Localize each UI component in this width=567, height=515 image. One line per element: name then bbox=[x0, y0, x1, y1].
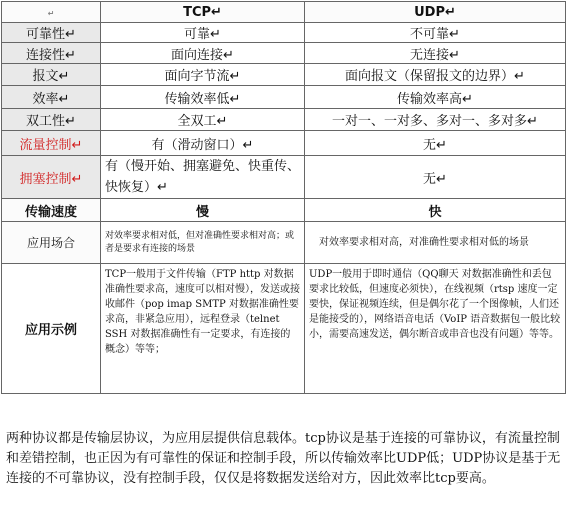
udp-cell: 面向报文（保留报文的边界）↵ bbox=[305, 64, 566, 86]
row-label: 双工性↵ bbox=[2, 109, 101, 131]
udp-cell: 不可靠↵ bbox=[305, 23, 566, 43]
udp-cell: 快 bbox=[305, 199, 566, 222]
table-row bbox=[2, 264, 566, 394]
table-row bbox=[2, 109, 566, 131]
tcp-cell: 传输效率低↵ bbox=[101, 86, 305, 109]
tcp-cell: 有（慢开始、拥塞避免、快重传、快恢复）↵ bbox=[101, 156, 305, 199]
corner-cell bbox=[2, 2, 101, 23]
row-label: 报文↵ bbox=[2, 64, 101, 86]
udp-cell: 传输效率高↵ bbox=[305, 86, 566, 109]
udp-cell: UDP一般用于即时通信（QQ聊天 对数据准确性和丢包要求比较低，但速度必须快），在线视频（rtsp 速度一定要快，保证视频连续，但是偶尔花了一个图像帧，人们还是能接受的），网络语音电话（VoIP 语音数据包一般比较小，需要高速发送，偶尔断音或串音也没有问题）等等。 bbox=[305, 264, 566, 394]
tcp-cell: 有（滑动窗口）↵ bbox=[101, 131, 305, 156]
comparison-table bbox=[1, 1, 566, 394]
table-row bbox=[2, 222, 566, 264]
udp-cell: 对效率要求相对高，对准确性要求相对低的场景 bbox=[305, 222, 566, 264]
row-label: 可靠性↵ bbox=[2, 23, 101, 43]
row-label: 效率↵ bbox=[2, 86, 101, 109]
table-row bbox=[2, 131, 566, 156]
row-label: 应用示例 bbox=[2, 264, 101, 394]
row-label: 拥塞控制↵ bbox=[2, 156, 101, 199]
tcp-cell: TCP一般用于文件传输（FTP http 对数据准确性要求高，速度可以相对慢），发送或接收邮件（pop imap SMTP 对数据准确性要求高，非紧急应用），远程登录（telnet SSH 对数据准确性有一定要求，有连接的概念）等等； bbox=[101, 264, 305, 394]
table-row bbox=[2, 23, 566, 43]
summary-paragraph: 两种协议都是传输层协议，为应用层提供信息载体。tcp协议是基于连接的可靠协议，有流量控制和差错控制，也正因为有可靠性的保证和控制手段，所以传输效率比UDP低；UDP协议是基于无连接的不可靠协议，没有控制手段，仅仅是将数据发送给对方，因此效率比tcp要高。 bbox=[6, 431, 561, 486]
header-udp: UDP↵ bbox=[305, 2, 566, 23]
table-row bbox=[2, 43, 566, 64]
table-row bbox=[2, 64, 566, 86]
header-row bbox=[2, 2, 566, 23]
table-row bbox=[2, 199, 566, 222]
header-tcp: TCP↵ bbox=[101, 2, 305, 23]
udp-cell: 无↵ bbox=[305, 156, 566, 199]
tcp-cell: 面向连接↵ bbox=[101, 43, 305, 64]
row-label: 连接性↵ bbox=[2, 43, 101, 64]
table-row bbox=[2, 156, 566, 199]
tcp-cell: 慢 bbox=[101, 199, 305, 222]
row-label: 流量控制↵ bbox=[2, 131, 101, 156]
table-row bbox=[2, 86, 566, 109]
row-label: 应用场合 bbox=[2, 222, 101, 264]
udp-cell: 无连接↵ bbox=[305, 43, 566, 64]
corner-mark: ↵ bbox=[47, 8, 55, 18]
tcp-cell: 全双工↵ bbox=[101, 109, 305, 131]
tcp-cell: 对效率要求相对低，但对准确性要求相对高；或者是要求有连接的场景 bbox=[101, 222, 305, 264]
tcp-cell: 面向字节流↵ bbox=[101, 64, 305, 86]
row-label: 传输速度 bbox=[2, 199, 101, 222]
udp-cell: 一对一、一对多、多对一、多对多↵ bbox=[305, 109, 566, 131]
udp-cell: 无↵ bbox=[305, 131, 566, 156]
tcp-cell: 可靠↵ bbox=[101, 23, 305, 43]
